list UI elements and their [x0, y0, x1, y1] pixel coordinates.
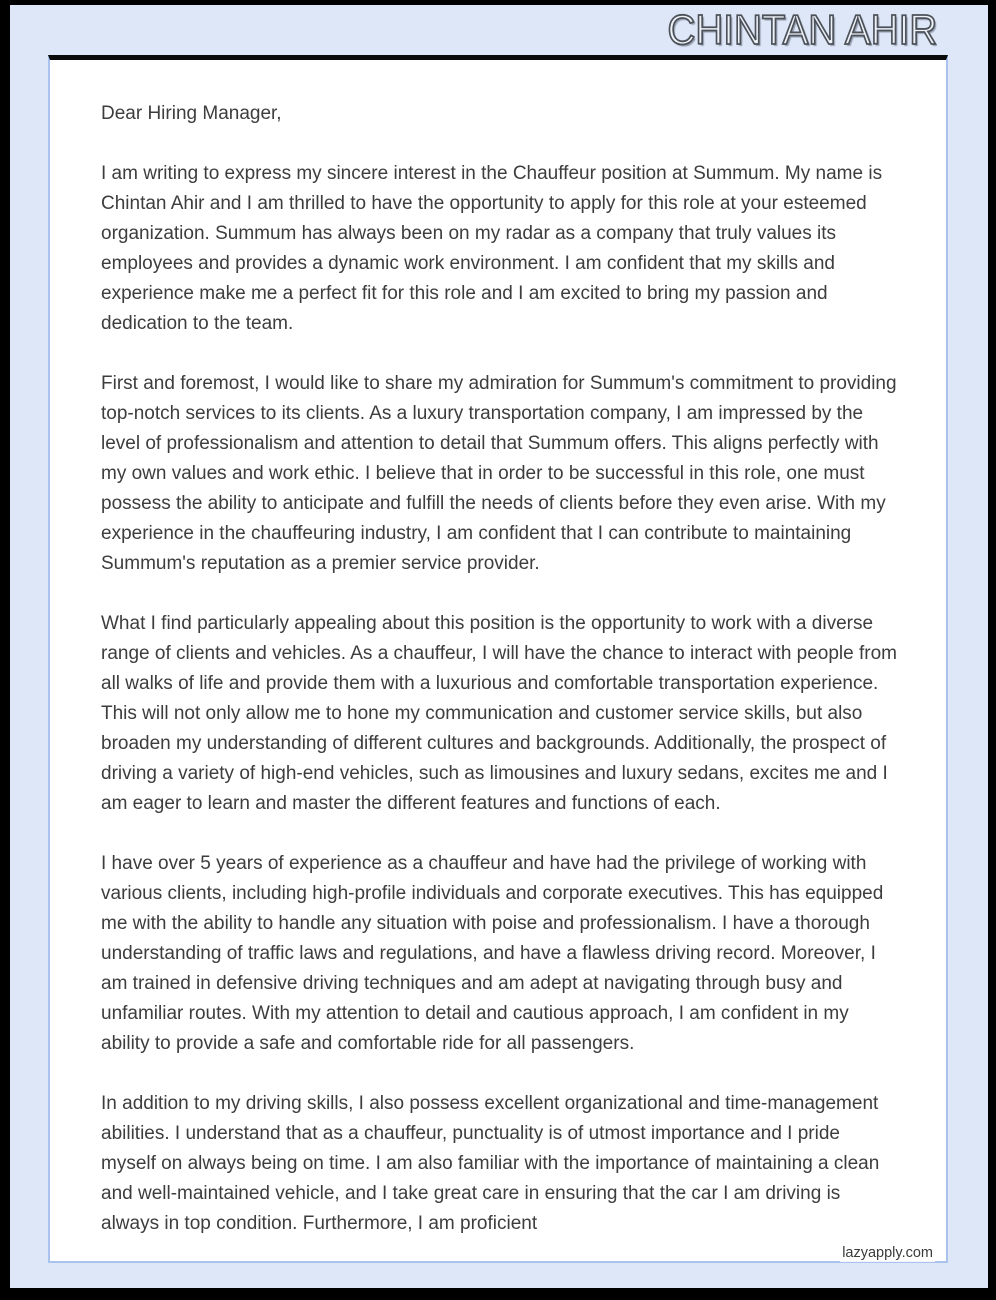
- frame-border-right: [988, 0, 996, 1300]
- paragraph-experience: I have over 5 years of experience as a chauffeur and have had the privilege of working with various clients, including high-profile individuals and corporate executives. This has equipped me with the ability to handle any situation with poise and professionalism. I have a thorough understanding of traffic laws and regulations, and have a flawless driving record. Moreover, I am trained in defensive driving techniques and am adept at navigating through busy and unfamiliar routes. With my attention to detail and cautious approach, I am confident in my ability to provide a safe and comfortable ride for all passengers.: [101, 853, 884, 1054]
- paragraph-admiration: First and foremost, I would like to share my admiration for Summum's commitment to providing top-notch services to its clients. As a luxury transportation company, I am impressed by the level of professionalism and attention to detail that Summum offers. This aligns perfectly with my own values and work ethic. I believe that in order to be successful in this role, one must possess the ability to anticipate and fulfill the needs of clients before they even arise. With my experience in the chauffeuring industry, I am confident that I can contribute to maintaining Summum's reputation as a premier service provider.: [101, 373, 897, 574]
- paragraph-introduction: I am writing to express my sincere interest in the Chauffeur position at Summum. My name is Chintan Ahir and I am thrilled to have the opportunity to apply for this role at your esteemed organization. Summum has always been on my radar as a company that truly values its employees and provides a dynamic work environment. I am confident that my skills and experience make me a perfect fit for this role and I am excited to bring my passion and dedication to the team.: [101, 163, 883, 334]
- candidate-name-header: CHINTAN AHIR: [667, 6, 937, 53]
- cover-letter-document: [48, 55, 948, 1263]
- frame-border-left: [0, 0, 10, 1300]
- frame-border-bottom: [0, 1288, 996, 1300]
- paragraph-skills: In addition to my driving skills, I also possess excellent organizational and time-management abilities. I understand that as a chauffeur, punctuality is of utmost importance and I pride myself on always being on time. I am also familiar with the importance of maintaining a clean and well-maintained vehicle, and I take great care in ensuring that the car I am driving is always in top condition. Furthermore, I am proficient: [101, 1093, 880, 1234]
- greeting-line: Dear Hiring Manager,: [101, 103, 282, 124]
- lazyapply-watermark: lazyapply.com: [842, 1245, 933, 1261]
- cover-letter-content: [50, 60, 946, 1239]
- paragraph-appeal: What I find particularly appealing about this position is the opportunity to work with a diverse range of clients and vehicles. As a chauffeur, I will have the chance to interact with people from all walks of life and provide them with a luxurious and comfortable transportation experience. This will not only allow me to hone my communication and customer service skills, but also broaden my understanding of different cultures and backgrounds. Additionally, the prospect of driving a variety of high-end vehicles, such as limousines and luxury sedans, excites me and I am eager to learn and master the different features and functions of each.: [101, 613, 897, 814]
- frame-border-top: [0, 0, 996, 5]
